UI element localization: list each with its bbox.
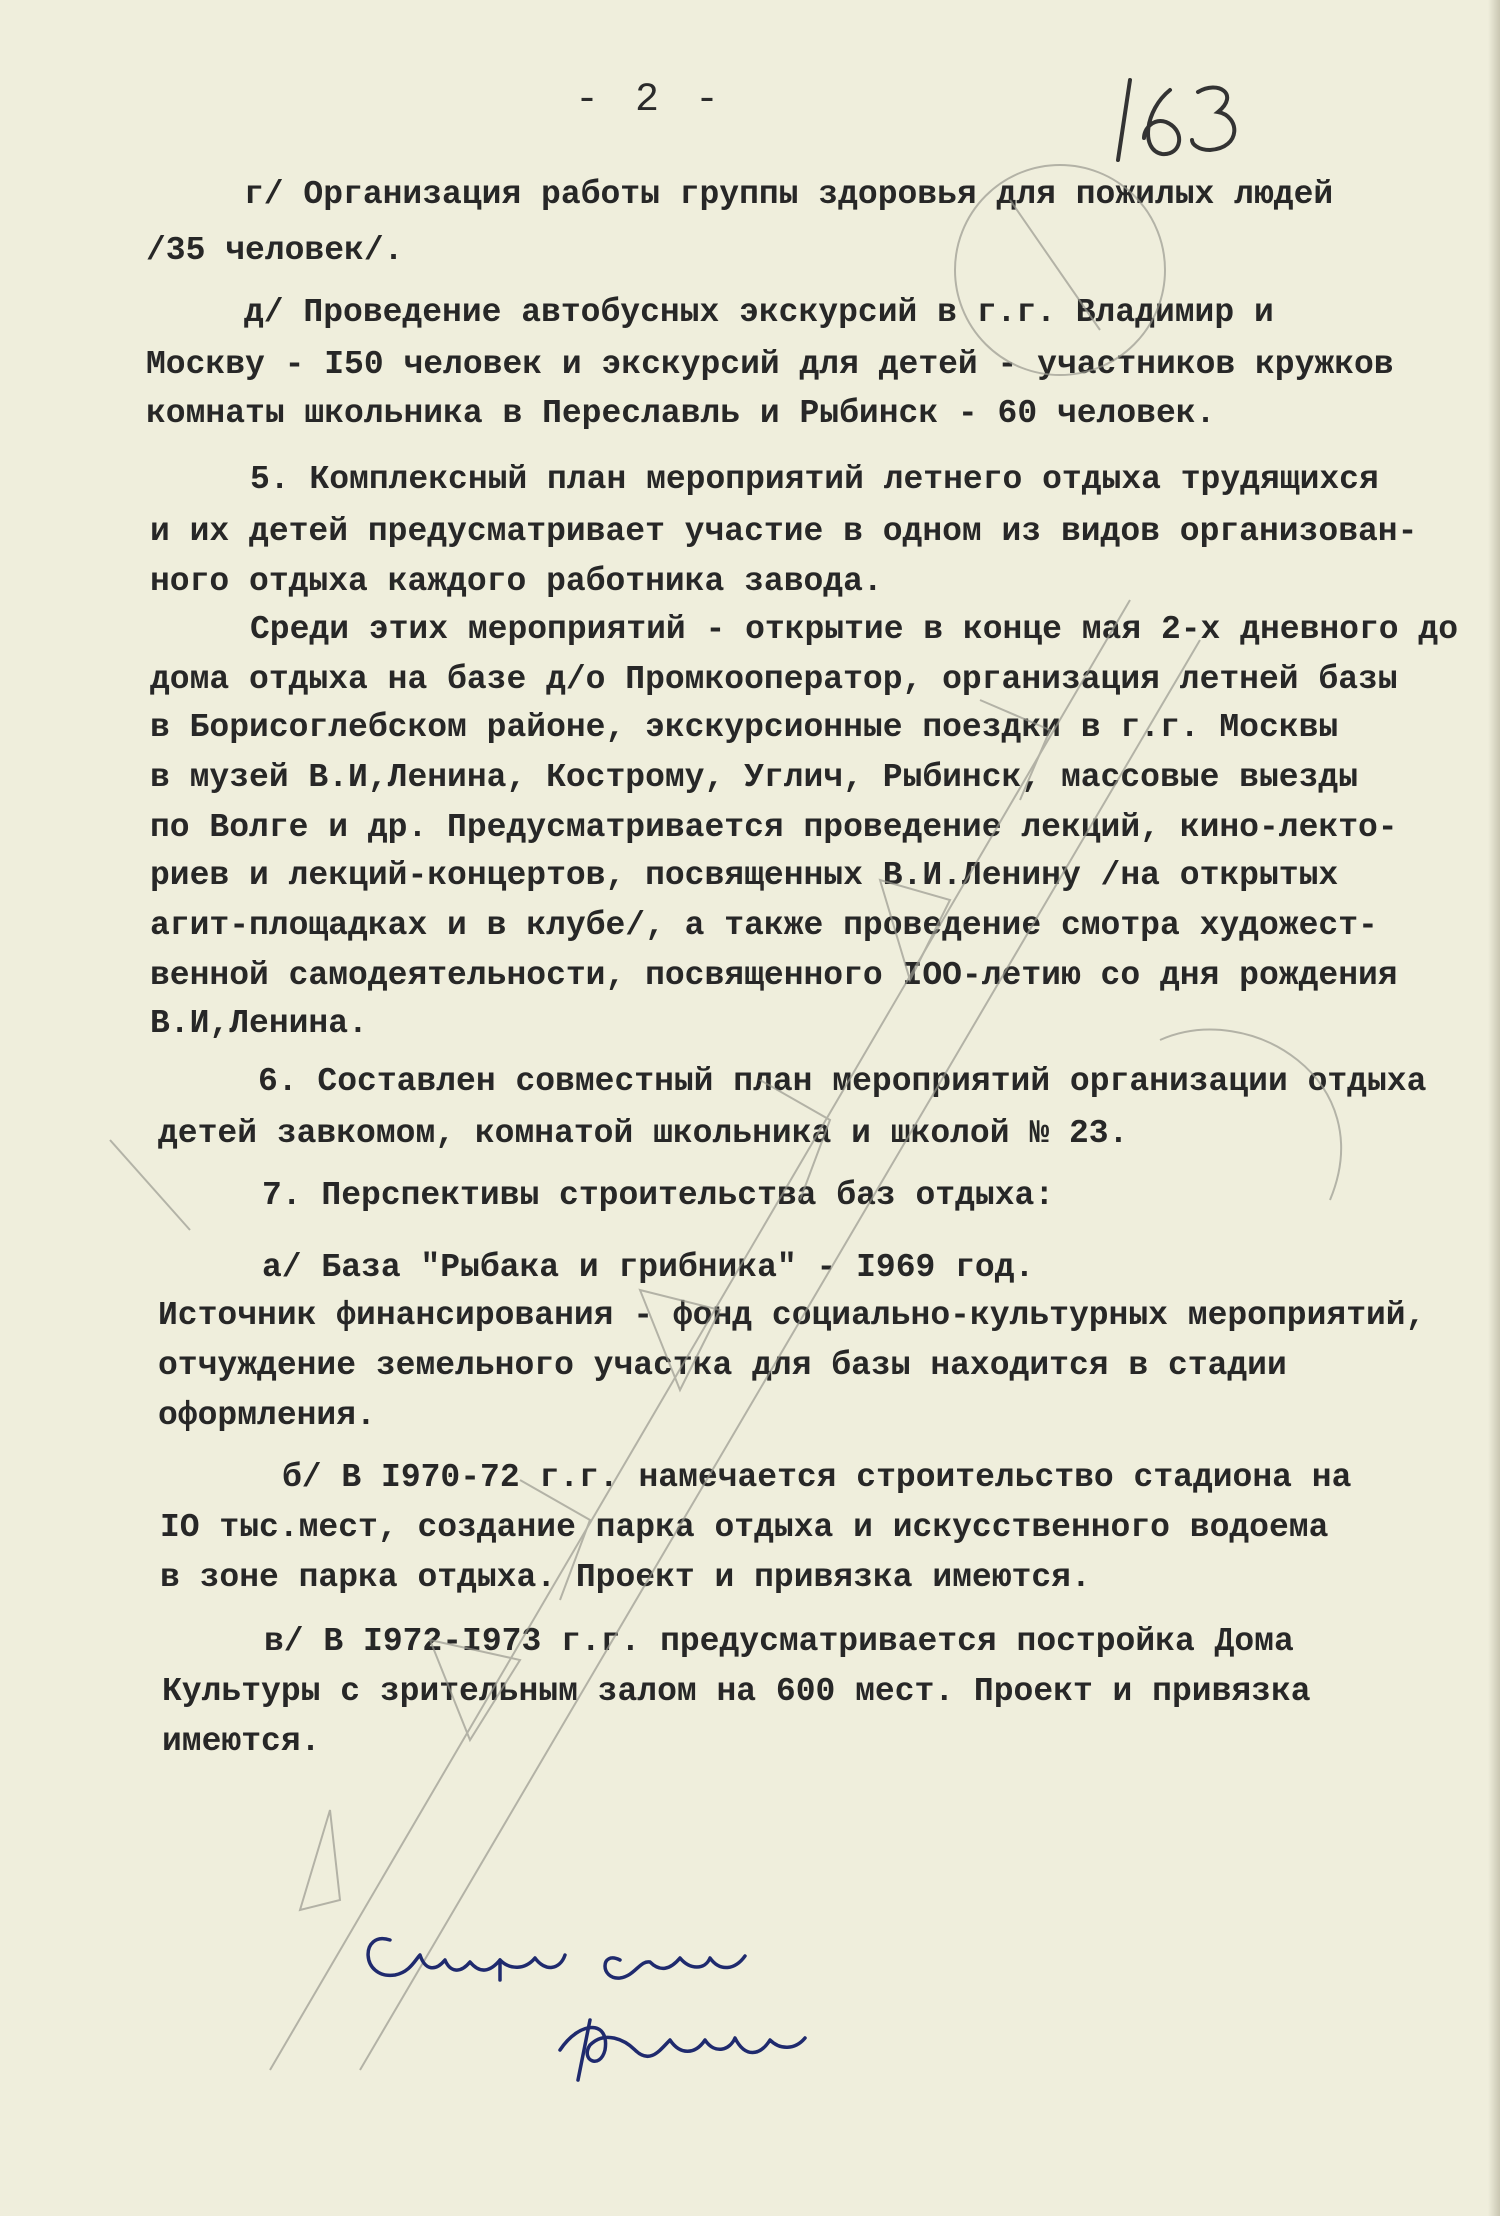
text-line: 5. Комплексный план мероприятий летнего отдыха трудящихся xyxy=(250,461,1379,498)
text-line: отчуждение земельного участка для базы находится в стадии xyxy=(158,1347,1287,1384)
text-line: Среди этих мероприятий - открытие в конце мая 2-х дневного до xyxy=(250,611,1458,648)
text-line: в зоне парка отдыха. Проект и привязка имеются. xyxy=(160,1559,1091,1596)
text-line: имеются. xyxy=(162,1723,321,1760)
text-line: оформления. xyxy=(158,1397,376,1434)
text-line: б/ В I970-72 г.г. намечается строительство стадиона на xyxy=(282,1459,1352,1496)
text-line: В.И,Ленина. xyxy=(150,1005,368,1042)
text-line: 6. Составлен совместный план мероприятий организации отдыха xyxy=(258,1063,1427,1100)
text-line: и их детей предусматривает участие в одном из видов организован- xyxy=(150,513,1418,550)
text-line: д/ Проведение автобусных экскурсий в г.г. Владимир и xyxy=(244,294,1274,331)
text-line: /35 человек/. xyxy=(146,232,404,269)
text-line: в/ В I972-I973 г.г. предусматривается постройка Дома xyxy=(264,1623,1294,1660)
text-line: риев и лекций-концертов, посвященных В.И.Ленину /на открытых xyxy=(150,857,1339,894)
text-line: Источник финансирования - фонд социально-культурных мероприятий, xyxy=(158,1297,1426,1334)
text-line: венной самодеятельности, посвященного IOO-летию со дня рождения xyxy=(150,957,1398,994)
page-number: - 2 - xyxy=(574,78,726,123)
text-line: Москву - I50 человек и экскурсий для детей - участников кружков xyxy=(146,346,1394,383)
text-line: IO тыс.мест, создание парка отдыха и искусственного водоема xyxy=(160,1509,1329,1546)
text-line: а/ База "Рыбака и грибника" - I969 год. xyxy=(262,1249,1035,1286)
text-line: комнаты школьника в Переславль и Рыбинск - 60 человек. xyxy=(146,395,1216,432)
text-line: ного отдыха каждого работника завода. xyxy=(150,563,883,600)
text-line: агит-площадках и в клубе/, а также проведение смотра художест- xyxy=(150,907,1378,944)
text-line: в Борисоглебском районе, экскурсионные поездки в г.г. Москвы xyxy=(150,709,1339,746)
handwritten-signature xyxy=(350,1900,950,2100)
text-line: по Волге и др. Предусматривается проведение лекций, кино-лекто- xyxy=(150,809,1398,846)
text-line: в музей В.И,Ленина, Кострому, Углич, Рыбинск, массовые выезды xyxy=(150,759,1358,796)
text-line: Культуры с зрительным залом на 600 мест. Проект и привязка xyxy=(162,1673,1311,1710)
text-line: 7. Перспективы строительства баз отдыха: xyxy=(262,1177,1055,1214)
text-line: дома отдыха на базе д/о Промкооператор, организация летней базы xyxy=(150,661,1398,698)
text-line: детей завкомом, комнатой школьника и школой № 23. xyxy=(158,1115,1129,1152)
text-line: г/ Организация работы группы здоровья для пожилых людей xyxy=(244,176,1334,213)
